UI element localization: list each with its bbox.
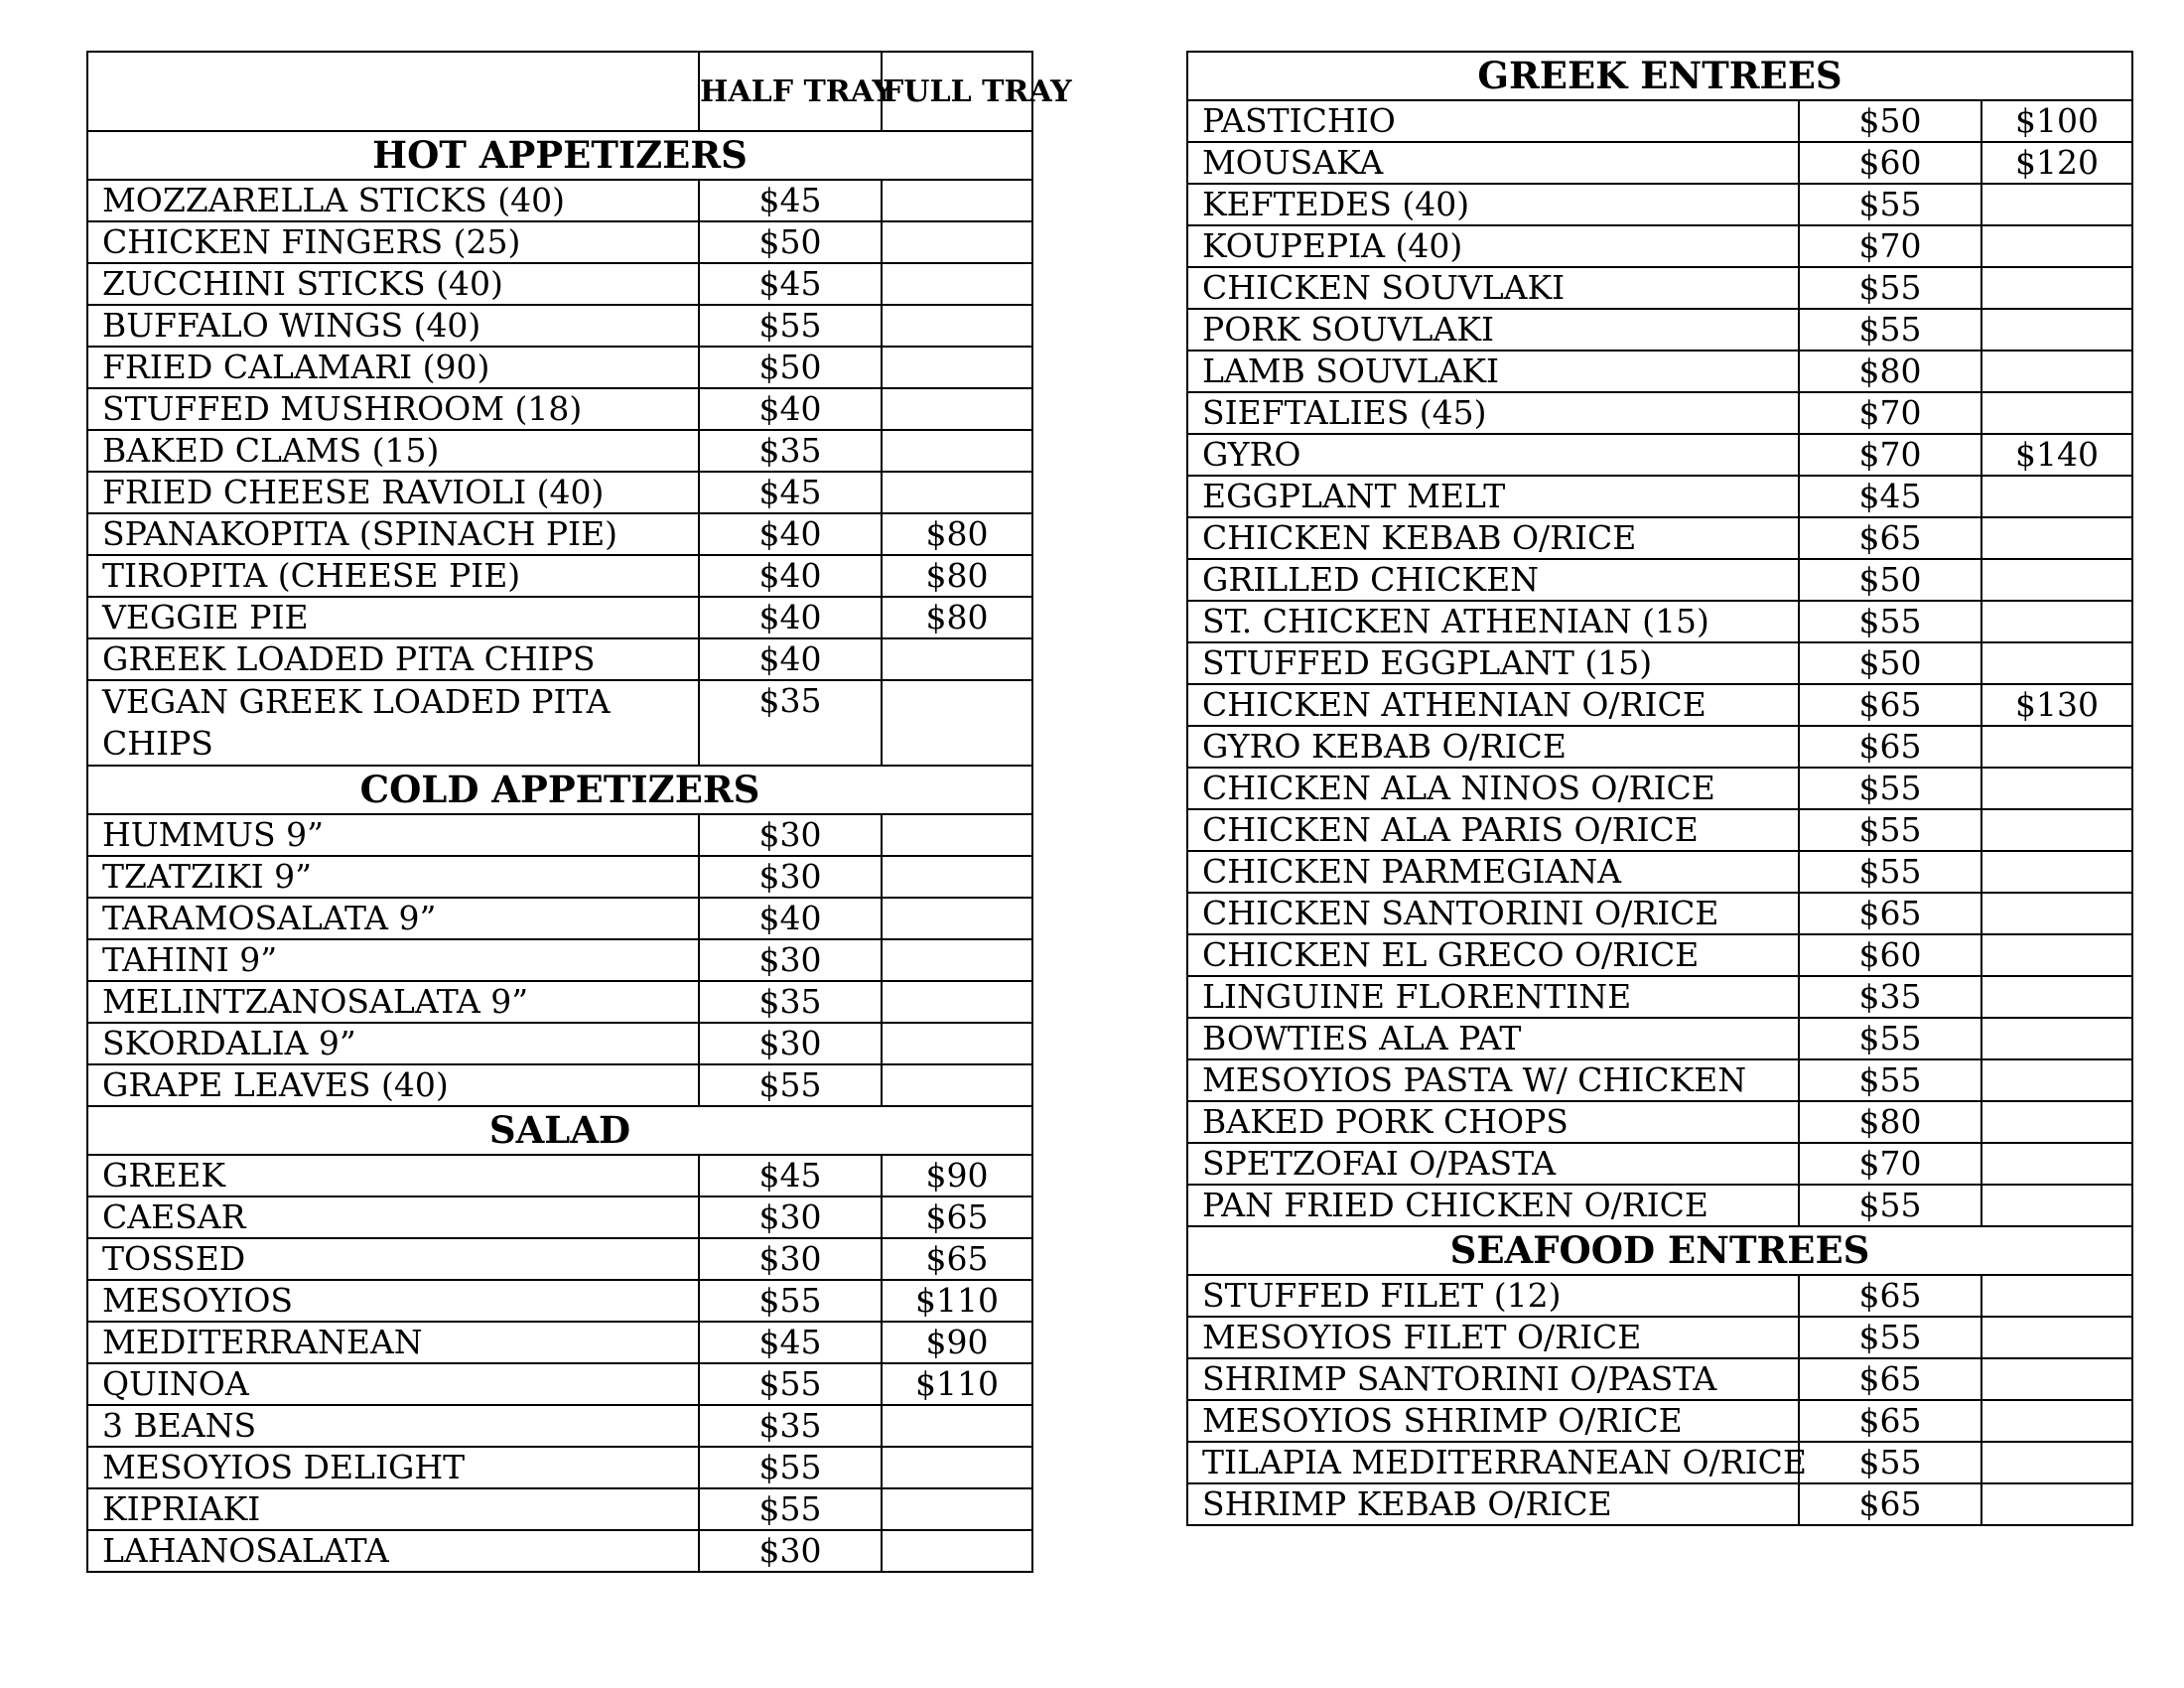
half-tray-price: $55 — [1799, 1317, 1981, 1358]
menu-item-row — [1187, 351, 2132, 392]
item-name: MESOYIOS SHRIMP O/RICE — [1187, 1400, 1799, 1442]
full-tray-price — [1981, 934, 2132, 976]
half-tray-price: $70 — [1799, 225, 1981, 267]
half-tray-price: $55 — [1799, 184, 1981, 225]
menu-item-row — [87, 680, 1032, 766]
half-tray-price: $50 — [1799, 559, 1981, 601]
menu-item-row — [87, 856, 1032, 898]
full-tray-price — [882, 814, 1032, 856]
half-tray-price: $55 — [699, 1280, 882, 1322]
half-tray-price: $65 — [1799, 1358, 1981, 1400]
full-tray-price — [882, 472, 1032, 513]
full-tray-price — [1981, 351, 2132, 392]
item-name: VEGGIE PIE — [87, 597, 699, 638]
item-name: EGGPLANT MELT — [1187, 476, 1799, 517]
full-tray-price — [1981, 976, 2132, 1018]
item-name: TZATZIKI 9” — [87, 856, 699, 898]
section-header-cold-appetizers — [87, 766, 1032, 814]
item-name: MELINTZANOSALATA 9” — [87, 981, 699, 1023]
item-name: LAHANOSALATA — [87, 1530, 699, 1572]
half-tray-price: $40 — [699, 638, 882, 680]
menu-item-row — [87, 814, 1032, 856]
item-name: ZUCCHINI STICKS (40) — [87, 263, 699, 305]
item-name: MESOYIOS DELIGHT — [87, 1447, 699, 1488]
full-tray-price — [1981, 851, 2132, 893]
half-tray-price: $55 — [1799, 1059, 1981, 1101]
half-tray-price: $35 — [1799, 976, 1981, 1018]
full-tray-price — [1981, 768, 2132, 809]
item-name: KEFTEDES (40) — [1187, 184, 1799, 225]
item-name: QUINOA — [87, 1363, 699, 1405]
half-tray-price: $50 — [1799, 642, 1981, 684]
menu-item-row — [87, 638, 1032, 680]
menu-item-row — [1187, 1275, 2132, 1317]
item-name: BUFFALO WINGS (40) — [87, 305, 699, 347]
full-tray-price — [1981, 601, 2132, 642]
item-name: CAESAR — [87, 1196, 699, 1238]
menu-item-row — [1187, 726, 2132, 768]
menu-item-row — [87, 180, 1032, 221]
menu-item-row — [1187, 809, 2132, 851]
half-tray-price: $40 — [699, 555, 882, 597]
item-name: SHRIMP KEBAB O/RICE — [1187, 1483, 1799, 1525]
full-tray-price — [1981, 726, 2132, 768]
menu-item-row — [87, 513, 1032, 555]
full-tray-price — [882, 939, 1032, 981]
item-name: CHICKEN SOUVLAKI — [1187, 267, 1799, 309]
full-tray-price: $90 — [882, 1322, 1032, 1363]
section-header-salad — [87, 1106, 1032, 1155]
menu-item-row — [87, 939, 1032, 981]
menu-item-row — [87, 1363, 1032, 1405]
menu-item-row — [1187, 1358, 2132, 1400]
full-tray-price — [1981, 1275, 2132, 1317]
half-tray-price: $35 — [699, 981, 882, 1023]
half-tray-price: $30 — [699, 856, 882, 898]
full-tray-price — [882, 856, 1032, 898]
half-tray-price: $45 — [1799, 476, 1981, 517]
menu-item-row — [1187, 1143, 2132, 1185]
item-name: GYRO — [1187, 434, 1799, 476]
item-name: TIROPITA (CHEESE PIE) — [87, 555, 699, 597]
section-header-greek-entrees — [1187, 52, 2132, 100]
section-title: SEAFOOD ENTREES — [1187, 1226, 2132, 1275]
full-tray-price — [1981, 809, 2132, 851]
full-tray-price — [882, 180, 1032, 221]
menu-item-row — [1187, 1185, 2132, 1226]
half-tray-price: $55 — [1799, 851, 1981, 893]
menu-item-row — [1187, 309, 2132, 351]
full-tray-price — [882, 430, 1032, 472]
item-name: SKORDALIA 9” — [87, 1023, 699, 1064]
half-tray-price: $30 — [699, 939, 882, 981]
full-tray-price — [882, 1488, 1032, 1530]
menu-item-row — [87, 263, 1032, 305]
half-tray-price: $65 — [1799, 726, 1981, 768]
menu-item-row — [87, 1280, 1032, 1322]
item-name: MESOYIOS — [87, 1280, 699, 1322]
half-tray-price: $55 — [699, 1064, 882, 1106]
full-tray-price — [882, 898, 1032, 939]
half-tray-price: $55 — [699, 1488, 882, 1530]
half-tray-price: $70 — [1799, 434, 1981, 476]
half-tray-price: $40 — [699, 898, 882, 939]
menu-item-row — [87, 1155, 1032, 1196]
half-tray-price: $65 — [1799, 1400, 1981, 1442]
item-name: SHRIMP SANTORINI O/PASTA — [1187, 1358, 1799, 1400]
item-name: CHICKEN EL GRECO O/RICE — [1187, 934, 1799, 976]
full-tray-price — [882, 305, 1032, 347]
half-tray-price: $30 — [699, 1196, 882, 1238]
full-tray-price — [1981, 1101, 2132, 1143]
header-blank-cell — [87, 52, 699, 131]
item-name: GREEK — [87, 1155, 699, 1196]
half-tray-price: $45 — [699, 263, 882, 305]
item-name: PAN FRIED CHICKEN O/RICE — [1187, 1185, 1799, 1226]
menu-item-row — [1187, 1059, 2132, 1101]
half-tray-price: $50 — [1799, 100, 1981, 142]
half-tray-price: $55 — [699, 1363, 882, 1405]
section-header-seafood-entrees — [1187, 1226, 2132, 1275]
full-tray-price: $140 — [1981, 434, 2132, 476]
item-name: BAKED CLAMS (15) — [87, 430, 699, 472]
menu-item-row — [1187, 517, 2132, 559]
full-tray-price: $120 — [1981, 142, 2132, 184]
menu-item-row — [1187, 1018, 2132, 1059]
full-tray-price — [1981, 1358, 2132, 1400]
full-tray-price — [882, 347, 1032, 388]
full-tray-price: $90 — [882, 1155, 1032, 1196]
menu-item-row — [1187, 976, 2132, 1018]
menu-item-row — [87, 1023, 1032, 1064]
full-tray-price — [882, 1023, 1032, 1064]
full-tray-price — [1981, 1400, 2132, 1442]
section-title: COLD APPETIZERS — [87, 766, 1032, 814]
menu-item-row — [1187, 893, 2132, 934]
half-tray-price: $80 — [1799, 1101, 1981, 1143]
item-name: VEGAN GREEK LOADED PITA CHIPS — [87, 680, 699, 766]
item-name: TOSSED — [87, 1238, 699, 1280]
half-tray-price: $60 — [1799, 142, 1981, 184]
half-tray-price: $55 — [699, 305, 882, 347]
full-tray-price: $80 — [882, 513, 1032, 555]
full-tray-price — [1981, 309, 2132, 351]
full-tray-price — [1981, 225, 2132, 267]
full-tray-price — [1981, 517, 2132, 559]
full-tray-header: FULL TRAY — [882, 52, 1032, 131]
menu-item-row — [87, 898, 1032, 939]
menu-item-row — [87, 1196, 1032, 1238]
menu-item-row — [1187, 100, 2132, 142]
full-tray-price — [1981, 1143, 2132, 1185]
menu-item-row — [1187, 267, 2132, 309]
menu-item-row — [87, 430, 1032, 472]
full-tray-price: $100 — [1981, 100, 2132, 142]
menu-item-row — [87, 555, 1032, 597]
item-name: CHICKEN KEBAB O/RICE — [1187, 517, 1799, 559]
half-tray-price: $55 — [1799, 1018, 1981, 1059]
menu-item-row — [1187, 476, 2132, 517]
full-tray-price — [882, 221, 1032, 263]
item-name: HUMMUS 9” — [87, 814, 699, 856]
item-name: CHICKEN FINGERS (25) — [87, 221, 699, 263]
item-name: CHICKEN ALA PARIS O/RICE — [1187, 809, 1799, 851]
half-tray-price: $40 — [699, 597, 882, 638]
menu-item-row — [87, 1530, 1032, 1572]
item-name: TILAPIA MEDITERRANEAN O/RICE — [1187, 1442, 1799, 1483]
half-tray-price: $45 — [699, 472, 882, 513]
half-tray-price: $45 — [699, 180, 882, 221]
full-tray-price — [882, 981, 1032, 1023]
menu-item-row — [1187, 1442, 2132, 1483]
item-name: MESOYIOS PASTA W/ CHICKEN — [1187, 1059, 1799, 1101]
menu-item-row — [87, 597, 1032, 638]
item-name: GREEK LOADED PITA CHIPS — [87, 638, 699, 680]
item-name: CHICKEN ATHENIAN O/RICE — [1187, 684, 1799, 726]
half-tray-price: $65 — [1799, 893, 1981, 934]
menu-item-row — [87, 981, 1032, 1023]
section-title: SALAD — [87, 1106, 1032, 1155]
half-tray-price: $45 — [699, 1322, 882, 1363]
menu-item-row — [1187, 684, 2132, 726]
item-name: CHICKEN PARMEGIANA — [1187, 851, 1799, 893]
half-tray-price: $30 — [699, 1023, 882, 1064]
half-tray-price: $65 — [1799, 1483, 1981, 1525]
menu-item-row — [1187, 768, 2132, 809]
item-name: GRAPE LEAVES (40) — [87, 1064, 699, 1106]
item-name: SPETZOFAI O/PASTA — [1187, 1143, 1799, 1185]
full-tray-price — [882, 680, 1032, 766]
full-tray-price — [1981, 392, 2132, 434]
item-name: KIPRIAKI — [87, 1488, 699, 1530]
menu-item-row — [87, 1238, 1032, 1280]
half-tray-price: $55 — [1799, 601, 1981, 642]
full-tray-price — [1981, 1317, 2132, 1358]
section-header-hot-appetizers — [87, 131, 1032, 180]
menu-item-row — [1187, 559, 2132, 601]
item-name: BAKED PORK CHOPS — [1187, 1101, 1799, 1143]
menu-item-row — [1187, 1400, 2132, 1442]
item-name: MOUSAKA — [1187, 142, 1799, 184]
half-tray-price: $55 — [1799, 1185, 1981, 1226]
item-name: PORK SOUVLAKI — [1187, 309, 1799, 351]
full-tray-price — [882, 1064, 1032, 1106]
half-tray-price: $50 — [699, 347, 882, 388]
right-menu-table — [1186, 51, 2133, 1526]
full-tray-price — [1981, 1483, 2132, 1525]
half-tray-price: $45 — [699, 1155, 882, 1196]
full-tray-price — [1981, 1442, 2132, 1483]
half-tray-price: $55 — [1799, 309, 1981, 351]
item-name: SIEFTALIES (45) — [1187, 392, 1799, 434]
menu-item-row — [87, 388, 1032, 430]
full-tray-price: $130 — [1981, 684, 2132, 726]
menu-item-row — [1187, 851, 2132, 893]
half-tray-price: $30 — [699, 1238, 882, 1280]
half-tray-price: $30 — [699, 1530, 882, 1572]
full-tray-price — [882, 638, 1032, 680]
menu-item-row — [1187, 601, 2132, 642]
half-tray-price: $55 — [1799, 768, 1981, 809]
full-tray-price — [1981, 559, 2132, 601]
menu-item-row — [87, 305, 1032, 347]
full-tray-price — [882, 1447, 1032, 1488]
half-tray-price: $35 — [699, 680, 882, 766]
full-tray-price — [1981, 267, 2132, 309]
item-name: GRILLED CHICKEN — [1187, 559, 1799, 601]
column-header-row — [87, 52, 1032, 131]
half-tray-price: $55 — [1799, 809, 1981, 851]
menu-item-row — [1187, 1483, 2132, 1525]
menu-item-row — [1187, 225, 2132, 267]
menu-item-row — [87, 1447, 1032, 1488]
item-name: PASTICHIO — [1187, 100, 1799, 142]
full-tray-price — [882, 1530, 1032, 1572]
menu-item-row — [1187, 934, 2132, 976]
half-tray-price: $65 — [1799, 517, 1981, 559]
menu-item-row — [87, 1488, 1032, 1530]
full-tray-price — [1981, 1059, 2132, 1101]
full-tray-price: $110 — [882, 1280, 1032, 1322]
section-title: GREEK ENTREES — [1187, 52, 2132, 100]
full-tray-price — [1981, 893, 2132, 934]
half-tray-price: $35 — [699, 1405, 882, 1447]
item-name: STUFFED EGGPLANT (15) — [1187, 642, 1799, 684]
full-tray-price — [1981, 184, 2132, 225]
item-name: BOWTIES ALA PAT — [1187, 1018, 1799, 1059]
menu-item-row — [1187, 434, 2132, 476]
half-tray-price: $55 — [699, 1447, 882, 1488]
menu-item-row — [1187, 1101, 2132, 1143]
menu-item-row — [1187, 1317, 2132, 1358]
full-tray-price: $110 — [882, 1363, 1032, 1405]
item-name: STUFFED FILET (12) — [1187, 1275, 1799, 1317]
half-tray-price: $55 — [1799, 267, 1981, 309]
full-tray-price — [1981, 476, 2132, 517]
full-tray-price — [882, 263, 1032, 305]
item-name: SPANAKOPITA (SPINACH PIE) — [87, 513, 699, 555]
item-name: 3 BEANS — [87, 1405, 699, 1447]
menu-item-row — [87, 1405, 1032, 1447]
item-name: CHICKEN ALA NINOS O/RICE — [1187, 768, 1799, 809]
item-name: MOZZARELLA STICKS (40) — [87, 180, 699, 221]
full-tray-price: $65 — [882, 1238, 1032, 1280]
item-name: GYRO KEBAB O/RICE — [1187, 726, 1799, 768]
item-name: TAHINI 9” — [87, 939, 699, 981]
item-name: TARAMOSALATA 9” — [87, 898, 699, 939]
full-tray-price — [882, 388, 1032, 430]
menu-item-row — [87, 472, 1032, 513]
half-tray-price: $70 — [1799, 392, 1981, 434]
full-tray-price: $80 — [882, 597, 1032, 638]
half-tray-price: $65 — [1799, 1275, 1981, 1317]
half-tray-price: $50 — [699, 221, 882, 263]
left-menu-table — [86, 51, 1072, 1573]
menu-item-row — [1187, 392, 2132, 434]
item-name: KOUPEPIA (40) — [1187, 225, 1799, 267]
item-name: FRIED CHEESE RAVIOLI (40) — [87, 472, 699, 513]
item-name: LINGUINE FLORENTINE — [1187, 976, 1799, 1018]
menu-item-row — [87, 1064, 1032, 1106]
half-tray-price: $55 — [1799, 1442, 1981, 1483]
item-name: LAMB SOUVLAKI — [1187, 351, 1799, 392]
half-tray-price: $80 — [1799, 351, 1981, 392]
item-name: ST. CHICKEN ATHENIAN (15) — [1187, 601, 1799, 642]
menu-item-row — [1187, 142, 2132, 184]
item-name: FRIED CALAMARI (90) — [87, 347, 699, 388]
item-name: CHICKEN SANTORINI O/RICE — [1187, 893, 1799, 934]
menu-item-row — [1187, 184, 2132, 225]
half-tray-price: $40 — [699, 513, 882, 555]
half-tray-price: $30 — [699, 814, 882, 856]
item-name: MEDITERRANEAN — [87, 1322, 699, 1363]
full-tray-price: $80 — [882, 555, 1032, 597]
menu-item-row — [87, 347, 1032, 388]
half-tray-price: $35 — [699, 430, 882, 472]
full-tray-price — [1981, 642, 2132, 684]
section-title: HOT APPETIZERS — [87, 131, 1032, 180]
full-tray-price — [1981, 1185, 2132, 1226]
menu-item-row — [1187, 642, 2132, 684]
full-tray-price: $65 — [882, 1196, 1032, 1238]
half-tray-price: $60 — [1799, 934, 1981, 976]
full-tray-price — [1981, 1018, 2132, 1059]
menu-item-row — [87, 221, 1032, 263]
half-tray-price: $40 — [699, 388, 882, 430]
menu-item-row — [87, 1322, 1032, 1363]
half-tray-price: $70 — [1799, 1143, 1981, 1185]
full-tray-price — [882, 1405, 1032, 1447]
item-name: STUFFED MUSHROOM (18) — [87, 388, 699, 430]
half-tray-header: HALF TRAY — [699, 52, 882, 131]
half-tray-price: $65 — [1799, 684, 1981, 726]
item-name: MESOYIOS FILET O/RICE — [1187, 1317, 1799, 1358]
